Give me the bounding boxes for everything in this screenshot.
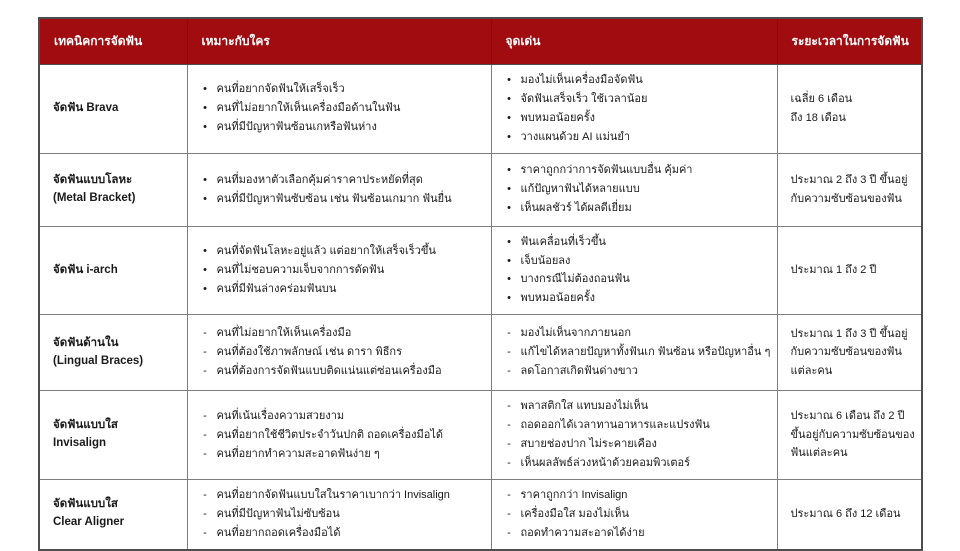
list-item	[505, 324, 771, 343]
list-item-text: เจ็บน้อยลง	[520, 254, 571, 267]
technique-name: จัดฟัน i-arch	[53, 263, 118, 276]
list-item	[505, 486, 771, 505]
list-item-text: มองไม่เห็นเครื่องมือจัดฟัน	[520, 74, 643, 86]
bullet-icon: •	[507, 254, 511, 267]
list-item	[201, 99, 485, 118]
bullet-icon: •	[507, 202, 511, 215]
duration-text: แต่ละคน	[790, 365, 833, 378]
dash-icon: -	[203, 507, 207, 520]
list-item-text: พลาสติกใส แทบมองไม่เห็น	[520, 400, 649, 413]
braces-comparison-table	[38, 17, 921, 539]
list-item-text: ราคาถูกกว่า Invisalign	[520, 488, 628, 501]
list-item-text: คนที่มองหาตัวเลือกคุ้มค่าราคาประหยัดที่สุด	[216, 173, 423, 186]
duration-text: ประมาณ 6 ถึง 12 เดือน	[790, 507, 901, 520]
list-item-text: ถอดออกได้เวลาทานอาหารและแปรงฟัน	[520, 419, 710, 432]
highlights-cell	[491, 153, 777, 226]
dash-icon: -	[507, 400, 511, 413]
list-item-text: เห็นผลลัพธ์ล่วงหน้าด้วยคอมพิวเตอร์	[520, 456, 690, 469]
list-item	[505, 252, 771, 271]
list-item	[505, 270, 771, 289]
list-item	[201, 343, 485, 362]
list-item	[505, 233, 771, 252]
technique-cell	[39, 315, 187, 391]
table-row	[39, 226, 922, 315]
list-item-text: สบายช่องปาก ไม่ระคายเคือง	[520, 438, 657, 451]
list-item-text: คนที่มีปัญหาฟันซับซ้อน เช่น ฟันซ้อนเกมาก ฟันยื่น	[216, 192, 452, 205]
list-item	[505, 109, 771, 128]
list-item-text: คนที่ต้องใช้ภาพลักษณ์ เช่น ดารา พิธีกร	[216, 346, 402, 359]
bullet-icon: •	[507, 273, 511, 286]
duration-cell	[777, 65, 922, 154]
list-item-text: คนที่อยากจัดฟันให้เสร็จเร็ว	[216, 83, 345, 96]
technique-cell	[39, 65, 187, 154]
list-item-text: คนที่มีฟันล่างคร่อมฟันบน	[216, 282, 337, 295]
list-item-text: ราคาถูกกว่าการจัดฟันแบบอื่น คุ้มค่า	[520, 164, 693, 177]
duration-cell	[777, 315, 922, 391]
list-item-text: พบหมอน้อยครั้ง	[520, 292, 596, 305]
list-item	[201, 486, 485, 505]
table-row	[39, 153, 922, 226]
list-item-text: บางกรณีไม่ต้องถอนฟัน	[520, 273, 630, 286]
list-item	[505, 397, 771, 416]
table-row	[39, 391, 922, 480]
list-item	[201, 445, 485, 464]
list-item-text: เครื่องมือใส มองไม่เห็น	[520, 507, 630, 520]
list-item-text: มองไม่เห็นจากภายนอก	[520, 327, 631, 340]
technique-name: (Lingual Braces)	[53, 354, 144, 367]
technique-cell	[39, 226, 187, 315]
list-item	[201, 261, 485, 280]
list-item	[201, 407, 485, 426]
list-item-text: ฟันเคลื่อนที่เร็วขึ้น	[520, 235, 606, 248]
list-item-text: คนที่จัดฟันโลหะอยู่แล้ว แต่อยากให้เสร็จเร็วขึ้น	[216, 245, 436, 258]
bullet-icon: •	[203, 245, 207, 258]
table-row	[39, 315, 922, 391]
suitable-cell	[187, 479, 491, 549]
duration-text: กับความซับซ้อนของฟัน	[790, 192, 902, 205]
dash-icon: -	[507, 438, 511, 451]
dash-icon: -	[203, 447, 207, 460]
dash-icon: -	[203, 488, 207, 501]
header-row	[39, 18, 922, 65]
list-item-text: จัดฟันเสร็จเร็ว ใช้เวลาน้อย	[520, 92, 648, 105]
list-item	[505, 90, 771, 109]
list-item-text: คนที่เน้นเรื่องความสวยงาม	[216, 409, 345, 422]
list-item-text: คนที่อยากจัดฟันแบบใสในราคาเบากว่า Invisalign	[216, 488, 450, 501]
dash-icon: -	[507, 456, 511, 469]
list-item-text: คนที่อยากใช้ชีวิตประจำวันปกติ ถอดเครื่องมือได้	[216, 428, 444, 441]
list-item-text: คนที่อยากทำความสะอาดฟันง่าย ๆ	[216, 447, 380, 460]
suitable-cell	[187, 391, 491, 480]
bullet-icon: •	[507, 92, 511, 105]
bullet-icon: •	[203, 282, 207, 295]
list-item-text: คนที่มีปัญหาฟันซ้อนเกหรือฟันห่าง	[216, 121, 377, 134]
technique-name: จัดฟันแบบโลหะ	[53, 173, 133, 186]
suitable-cell	[187, 226, 491, 315]
table-header	[39, 18, 922, 65]
duration-cell	[777, 153, 922, 226]
dash-icon: -	[203, 365, 207, 378]
list-item	[505, 416, 771, 435]
dash-icon: -	[507, 507, 511, 520]
duration-text: ขึ้นอยู่กับความซับซ้อนของ	[790, 428, 915, 441]
bullet-icon: •	[507, 74, 511, 86]
list-item	[505, 180, 771, 199]
technique-cell	[39, 391, 187, 480]
dash-icon: -	[507, 346, 511, 359]
list-item	[505, 289, 771, 308]
duration-text: ถึง 18 เดือน	[790, 111, 846, 124]
dash-icon: -	[507, 419, 511, 432]
highlights-cell	[491, 391, 777, 480]
list-item-text: คนที่ไม่ชอบความเจ็บจากการดัดฟัน	[216, 263, 385, 276]
list-item	[505, 362, 771, 381]
dash-icon: -	[203, 346, 207, 359]
list-item	[505, 161, 771, 180]
header-highlights: จุดเด่น	[491, 18, 777, 65]
duration-text: ฟันแต่ละคน	[790, 447, 848, 460]
header-suitable-for: เหมาะกับใคร	[187, 18, 491, 65]
list-item	[201, 171, 485, 190]
technique-name: (Metal Bracket)	[53, 191, 136, 204]
header-technique: เทคนิคการจัดฟัน	[39, 18, 187, 65]
dash-icon: -	[507, 526, 511, 539]
suitable-cell	[187, 315, 491, 391]
list-item-text: แก้ปัญหาฟันได้หลายแบบ	[520, 183, 640, 196]
list-item-text: แก้ไขได้หลายปัญหาทั้งฟันเก ฟันซ้อน หรือปัญหาอื่น ๆ	[520, 346, 771, 359]
highlights-cell	[491, 479, 777, 549]
dash-icon: -	[507, 488, 511, 501]
list-item	[505, 199, 771, 218]
bullet-icon: •	[507, 235, 511, 248]
highlights-cell	[491, 226, 777, 315]
list-item-text: เห็นผลชัวร์ ได้ผลดีเยี่ยม	[520, 202, 632, 215]
dash-icon: -	[203, 526, 207, 539]
list-item-text: คนที่อยากถอดเครื่องมือได้	[216, 526, 341, 539]
bullet-icon: •	[203, 83, 207, 96]
technique-name: Invisalign	[53, 437, 107, 450]
list-item	[505, 505, 771, 524]
bullet-icon: •	[203, 173, 207, 186]
bullet-icon: •	[507, 164, 511, 177]
technique-cell	[39, 479, 187, 549]
duration-cell	[777, 226, 922, 315]
dash-icon: -	[203, 428, 207, 441]
list-item	[201, 324, 485, 343]
list-item	[201, 118, 485, 137]
list-item-text: คนที่ไม่อยากให้เห็นเครื่องมือ	[216, 327, 352, 340]
list-item-text: คนที่มีปัญหาฟันไม่ซับซ้อน	[216, 507, 340, 520]
list-item-text: ถอดทำความสะอาดได้ง่าย	[520, 526, 645, 539]
duration-cell	[777, 391, 922, 480]
list-item	[201, 190, 485, 209]
duration-text: กับความซับซ้อนของฟัน	[790, 346, 902, 359]
technique-name: จัดฟัน Brava	[53, 101, 119, 114]
table-row	[39, 479, 922, 549]
list-item	[505, 71, 771, 90]
duration-text: ประมาณ 1 ถึง 3 ปี ขึ้นอยู่	[790, 327, 908, 340]
duration-cell	[777, 479, 922, 549]
suitable-cell	[187, 65, 491, 154]
list-item-text: วางแผนด้วย AI แม่นยำ	[520, 130, 631, 143]
list-item-text: ลดโอกาสเกิดฟันด่างขาว	[520, 365, 638, 378]
list-item	[201, 242, 485, 261]
duration-text: ประมาณ 6 เดือน ถึง 2 ปี	[790, 410, 905, 423]
dash-icon: -	[507, 327, 511, 340]
list-item-text: คนที่ต้องการจัดฟันแบบติดแน่นแต่ซ่อนเครื่องมือ	[216, 365, 442, 378]
technique-name: จัดฟันด้านใน	[53, 336, 119, 349]
technique-name: จัดฟันแบบใส	[53, 419, 118, 432]
bullet-icon: •	[203, 102, 207, 115]
bullet-icon: •	[203, 263, 207, 276]
bullet-icon: •	[507, 130, 511, 143]
duration-text: ประมาณ 2 ถึง 3 ปี ขึ้นอยู่	[790, 173, 908, 186]
bullet-icon: •	[507, 111, 511, 124]
list-item	[201, 80, 485, 99]
table-row	[39, 65, 922, 154]
technique-name: Clear Aligner	[53, 516, 125, 529]
technique-name: จัดฟันแบบใส	[53, 498, 118, 511]
bullet-icon: •	[203, 192, 207, 205]
list-item	[505, 454, 771, 473]
bullet-icon: •	[507, 183, 511, 196]
dash-icon: -	[203, 327, 207, 340]
dash-icon: -	[203, 409, 207, 422]
highlights-cell	[491, 65, 777, 154]
duration-text: ประมาณ 1 ถึง 2 ปี	[790, 264, 877, 277]
duration-text: เฉลี่ย 6 เดือน	[790, 93, 853, 106]
list-item	[201, 505, 485, 524]
bullet-icon: •	[507, 292, 511, 305]
list-item	[201, 280, 485, 299]
header-duration: ระยะเวลาในการจัดฟัน	[777, 18, 922, 65]
dash-icon: -	[507, 365, 511, 378]
list-item	[505, 435, 771, 454]
suitable-cell	[187, 153, 491, 226]
list-item	[201, 362, 485, 381]
list-item-text: พบหมอน้อยครั้ง	[520, 111, 596, 124]
technique-cell	[39, 153, 187, 226]
list-item-text: คนที่ไม่อยากให้เห็นเครื่องมือด้านในฟัน	[216, 102, 401, 115]
table-body	[39, 65, 922, 550]
list-item	[505, 343, 771, 362]
list-item	[505, 128, 771, 147]
bullet-icon: •	[203, 121, 207, 134]
list-item	[201, 426, 485, 445]
comparison-table	[38, 17, 923, 551]
highlights-cell	[491, 315, 777, 391]
